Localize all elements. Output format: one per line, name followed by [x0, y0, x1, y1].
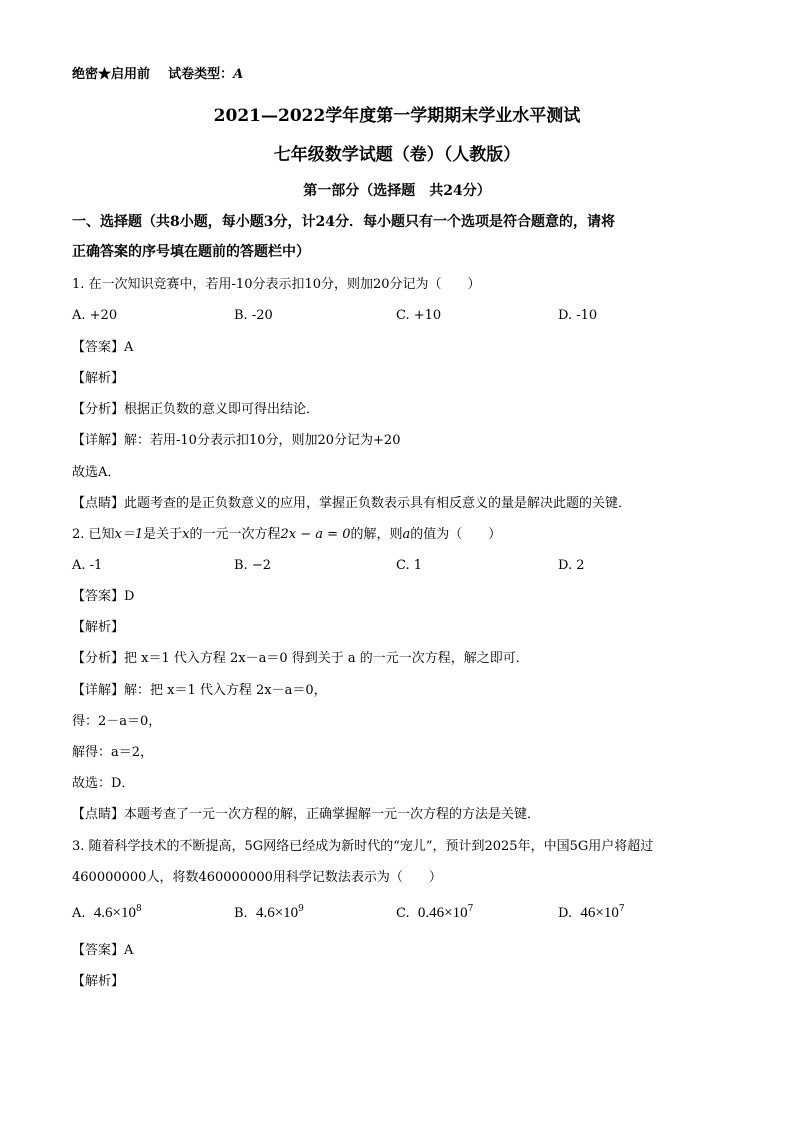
option-label: D. — [558, 906, 573, 921]
q1-option-d: D. -10 — [558, 308, 598, 323]
answer-tag: 【答案】 — [72, 943, 125, 958]
answer-value: A — [124, 943, 134, 958]
q2-variable-x: x — [182, 527, 190, 542]
q2-stem-part: 是关于 — [143, 527, 183, 542]
q3-option-b — [234, 904, 304, 923]
q2-step-2: 解得：a＝2， — [72, 745, 154, 760]
option-base: 46×10 — [580, 905, 619, 921]
q1-option-c: C. +10 — [396, 308, 442, 323]
q1-answer — [72, 339, 133, 357]
answer-value: A — [124, 340, 134, 355]
q3-stem-line-1: 3. 随着科学技术的不断提高，5G网络已经成为新时代的“宠儿”，预计到2025年，中国5G用户将超过 — [72, 839, 654, 854]
option-label: B. — [234, 906, 248, 921]
answer-tag: 【答案】 — [72, 340, 125, 355]
q2-step-1: 得：2－a＝0， — [72, 714, 162, 729]
q3-option-a — [72, 904, 142, 923]
type-value: A — [233, 67, 244, 82]
q2-option-a: A. -1 — [72, 558, 103, 573]
q2-option-b: B. −2 — [234, 558, 271, 573]
q1-analysis-tag: 【解析】 — [72, 371, 125, 386]
q3-answer — [72, 942, 133, 960]
option-exponent: 9 — [298, 904, 304, 914]
q3-option-c — [396, 904, 473, 923]
q3-stem-line-2: 460000000人，将数460000000用科学记数法表示为（ ） — [72, 870, 442, 885]
q2-fenxi — [72, 650, 529, 668]
q2-equation-1: x＝1 — [114, 527, 144, 542]
q2-comment — [72, 806, 540, 824]
page-title: 2021—2022学年度第一学期期末学业水平测试 — [213, 106, 581, 126]
q2-analysis-tag: 【解析】 — [72, 620, 125, 635]
comment-text: 此题考查的是正负数意义的应用，掌握正负数表示具有相反意义的量是解决此题的关键． — [124, 496, 632, 511]
page-subtitle: 七年级数学试题（卷）（人教版） — [273, 145, 521, 165]
q1-stem: 1. 在一次知识竞赛中，若用-10分表示扣10分，则加20分记为（ ） — [72, 277, 481, 292]
q2-stem — [72, 526, 501, 544]
type-label: 试卷类型： — [168, 67, 234, 82]
option-base: 4.6×10 — [93, 905, 137, 921]
q1-comment — [72, 495, 631, 513]
q1-option-b: B. -20 — [234, 308, 273, 323]
instructions-line-2: 正确答案的序号填在题前的答题栏中） — [72, 244, 310, 260]
comment-tag: 【点睛】 — [72, 496, 125, 511]
q2-stem-part: 的解，则 — [350, 527, 403, 542]
q3-option-d — [558, 904, 625, 923]
answer-value: D — [124, 589, 135, 604]
detail-text: 解：若用-10分表示扣10分，则加20分记为+20 — [124, 433, 401, 448]
detail-tag: 【详解】 — [72, 433, 125, 448]
comment-tag: 【点睛】 — [72, 807, 125, 822]
option-exponent: 7 — [467, 904, 474, 914]
q1-detail — [72, 432, 400, 450]
header-line — [72, 66, 243, 84]
detail-text: 解：把 x＝1 代入方程 2x－a＝0， — [124, 683, 327, 698]
q2-variable-a: a — [402, 527, 411, 542]
q2-option-d: D. 2 — [558, 558, 585, 573]
instructions-line-1: 一、选择题（共8小题，每小题3分，计24分．每小题只有一个选项是符合题意的，请将 — [72, 214, 615, 230]
answer-tag: 【答案】 — [72, 589, 125, 604]
q2-option-c: C. 1 — [396, 558, 423, 573]
q2-equation-2: 2x − a = 0 — [280, 527, 351, 542]
option-label: A. — [72, 906, 86, 921]
secret-label: 绝密★启用前 — [72, 67, 151, 82]
fenxi-tag: 【分析】 — [72, 651, 125, 666]
fenxi-tag: 【分析】 — [72, 402, 125, 417]
comment-text: 本题考查了一元一次方程的解，正确掌握解一元一次方程的方法是关键． — [124, 807, 541, 822]
q2-stem-part: 2. 已知 — [72, 527, 115, 542]
option-label: C. — [396, 906, 410, 921]
option-base: 0.46×10 — [417, 905, 468, 921]
option-base: 4.6×10 — [255, 905, 299, 921]
q2-conclusion: 故选：D． — [72, 776, 135, 791]
q2-detail — [72, 682, 327, 700]
detail-tag: 【详解】 — [72, 683, 125, 698]
option-exponent: 7 — [618, 904, 625, 914]
q2-answer — [72, 588, 134, 606]
q1-option-a: A. +20 — [72, 308, 118, 323]
q2-stem-part: 的一元一次方程 — [189, 527, 281, 542]
q1-fenxi — [72, 401, 319, 419]
option-exponent: 8 — [136, 904, 142, 914]
fenxi-text: 把 x＝1 代入方程 2x－a＝0 得到关于 a 的一元一次方程，解之即可． — [124, 651, 529, 666]
q1-conclusion: 故选A． — [72, 465, 121, 480]
fenxi-text: 根据正负数的意义即可得出结论． — [124, 402, 320, 417]
section-heading: 第一部分（选择题 共24分） — [303, 183, 491, 199]
q3-analysis-tag: 【解析】 — [72, 974, 125, 989]
q2-stem-part: 的值为（ ） — [410, 527, 502, 542]
